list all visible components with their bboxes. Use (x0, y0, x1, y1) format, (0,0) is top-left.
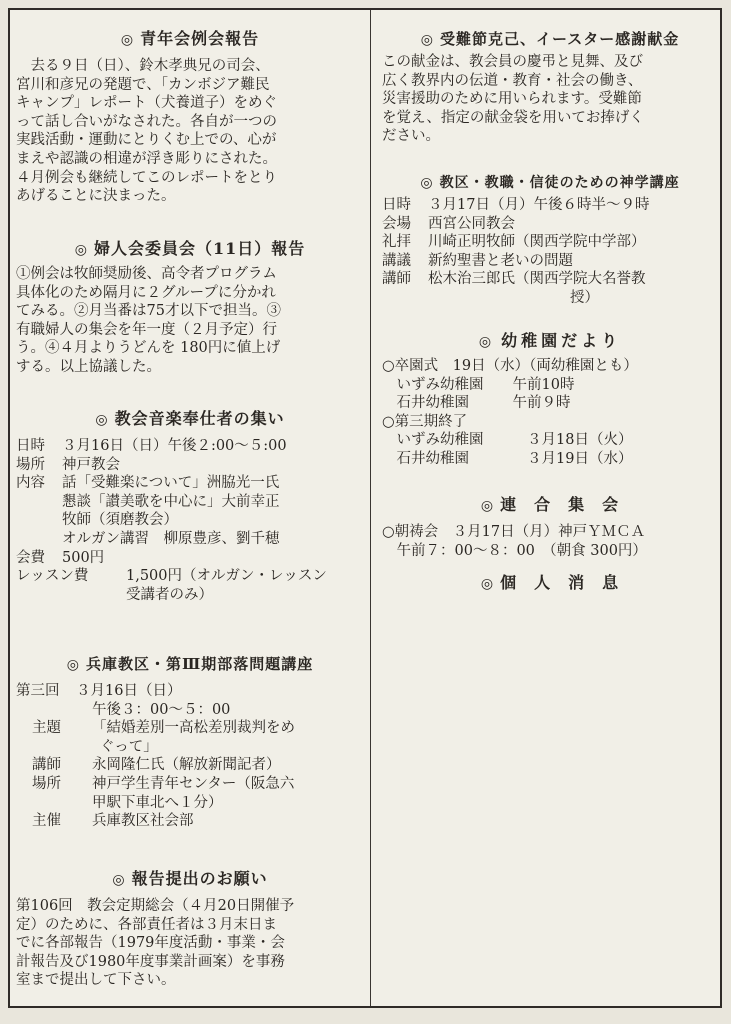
section-seinen (16, 28, 364, 206)
section-body (16, 897, 364, 990)
text-line: ○第三期終了 (382, 413, 468, 430)
text-line: ４月例会も継続してこのレポートをとり (16, 169, 277, 186)
section-hokoku (16, 868, 364, 990)
text-line: う。④４月よりうどんを 180円に値上げ (16, 340, 281, 357)
section-junan (382, 28, 718, 146)
section-body (382, 357, 718, 469)
section-body (16, 437, 364, 604)
text-line: 第106回 教会定期総会（４月20日開催予 (16, 898, 295, 914)
text-line: てみる。②月当番は75才以下で担当。③ (16, 303, 281, 320)
text-line: ○朝祷会 ３月17日（月）神戸ＹＭＣＡ (382, 524, 646, 540)
section-body (382, 53, 718, 146)
section-body (16, 265, 364, 377)
info-row: 第三回 ３月16日（日） (16, 683, 182, 699)
text-line: 甲駅下車北へ１分） (92, 794, 223, 811)
section-title: ◎ 幼稚園だより (478, 331, 622, 350)
text-line: 授） (570, 289, 599, 306)
text-line: 広く教界内の伝道・教育・社会の働き、 (382, 72, 643, 89)
double-circle-icon: ◎ (120, 32, 135, 48)
info-row: 礼拝 川崎正明牧師（関西学院中学部） (382, 234, 646, 251)
info-row: 講議 新約聖書と老いの問題 (382, 252, 573, 269)
section-title: ◎ 教会音楽奉仕者の集い (95, 409, 285, 428)
double-circle-icon: ◎ (478, 334, 496, 350)
text-line: 受講者のみ） (126, 586, 213, 603)
section-ongaku (16, 408, 364, 604)
text-line: する。以上協議した。 (16, 358, 161, 375)
text-line: 具体化のため隔月に２グループに分かれ (16, 284, 276, 301)
text-line: 実践活動・運動にとりくむ上での、心が (16, 132, 277, 149)
text-line: キャンプ」レポート（犬養道子）をめぐ (16, 95, 277, 112)
info-row: 講師 永岡隆仁氏（解放新聞記者） (32, 757, 281, 774)
section-body (382, 523, 718, 560)
info-row: レッスン費 1,500円（オルガン・レッスン (16, 568, 327, 585)
text-line: まえや認識の相違が浮き彫りにされた。 (16, 150, 277, 167)
text-line: 懇談「讃美歌を中心に」大前幸正 (62, 493, 280, 510)
double-circle-icon: ◎ (420, 175, 434, 191)
text-line: 去る９日（日）、鈴木孝典兄の司会、 (16, 58, 270, 74)
text-line: でに各部報告（1979年度活動・事業・会 (16, 935, 285, 952)
section-body (16, 57, 364, 206)
section-yochien (382, 330, 718, 469)
section-buraku (16, 653, 364, 831)
text-line: 災害援助のために用いられます。受難節 (382, 91, 642, 108)
text-line: 宮川和彦兄の発題で、「カンボジア難民 (16, 76, 270, 93)
double-circle-icon: ◎ (480, 498, 495, 514)
column-divider (370, 10, 371, 1006)
section-title: ◎ 連 合 集 会 (480, 495, 620, 514)
info-row: 主催 兵庫教区社会部 (32, 813, 194, 830)
double-circle-icon: ◎ (74, 242, 88, 258)
section-shingaku (382, 172, 718, 308)
info-row: 内容 話「受難楽について」洲脇光一氏 (16, 475, 280, 492)
double-circle-icon: ◎ (66, 657, 80, 673)
text-line: を覚え、指定の献金袋を用いてお捧げく (382, 109, 644, 126)
section-body (382, 196, 718, 308)
info-row: 場所 神戸教会 (16, 456, 120, 473)
text-line: 室まで提出して下さい。 (16, 972, 176, 989)
info-row: 日時 ３月16日（日）午後２:00〜５:00 (16, 438, 287, 454)
text-line: あげることに決まった。 (16, 188, 176, 205)
info-row: 主題 「結婚差別一高松差別裁判をめ (32, 720, 295, 737)
text-line: ○卒園式 19日（水）（両幼稚園とも） (382, 358, 638, 374)
section-title: ◎ 青年会例会報告 (120, 29, 260, 48)
text-line: ぐって」 (100, 738, 158, 755)
text-line: いずみ幼稚園 ３月18日（火） (382, 432, 633, 449)
text-line: いずみ幼稚園 午前10時 (382, 376, 575, 393)
text-line: 石井幼稚園 午前９時 (382, 395, 571, 412)
section-fujin (16, 238, 364, 377)
text-line: 石井幼稚園 ３月19日（水） (382, 450, 633, 467)
double-circle-icon: ◎ (480, 576, 495, 592)
text-line: 有職婦人の集会を年一度（２月予定）行 (16, 321, 277, 338)
section-title: ◎ 兵庫教区・第Ⅲ期部落問題講座 (66, 655, 314, 673)
newsletter-page (8, 8, 722, 1008)
double-circle-icon: ◎ (95, 412, 109, 428)
text-line: ①例会は牧師奨励後、高令者プログラム (16, 266, 277, 282)
section-body (16, 682, 364, 831)
text-line: 午前７：00〜８：00 （朝食 300円） (382, 542, 647, 559)
text-line: 牧師（須磨教会） (62, 512, 178, 529)
info-row: 会費 500円 (16, 549, 105, 566)
text-line: って話し合いがなされた。各自が一つの (16, 113, 277, 130)
double-circle-icon: ◎ (420, 32, 434, 48)
text-line: 午後３：00〜５：00 (92, 701, 231, 718)
section-title: ◎ 個 人 消 息 (480, 573, 620, 592)
double-circle-icon: ◎ (112, 872, 126, 888)
section-title: ◎ 報告提出のお願い (112, 869, 268, 888)
section-kojin (382, 572, 718, 595)
text-line: 計報告及び1980年度事業計画案）を事務 (16, 953, 285, 970)
info-row: 講師 松木治三郎氏（関西学院大名誉教 (382, 271, 646, 288)
section-title: ◎ 教区・教職・信徒のための神学講座 (420, 175, 680, 191)
info-row: 場所 神戸学生青年センター（阪急六 (32, 775, 295, 792)
info-row: 日時 ３月17日（月）午後６時半〜９時 (382, 197, 650, 213)
text-line: オルガン講習 柳原豊彦、劉千穂 (62, 530, 280, 547)
section-title: ◎ 婦人会委員会（11日）報告 (74, 239, 306, 258)
text-line: ださい。 (382, 128, 440, 145)
section-title: ◎ 受難節克己、イースター感謝献金 (420, 30, 680, 48)
text-line: 定）のために、各部責任者は３月末日ま (16, 916, 277, 933)
info-row: 会場 西宮公同教会 (382, 215, 515, 232)
text-line: この献金は、教会員の慶弔と見舞、及び (382, 54, 643, 70)
section-rengo (382, 494, 718, 560)
